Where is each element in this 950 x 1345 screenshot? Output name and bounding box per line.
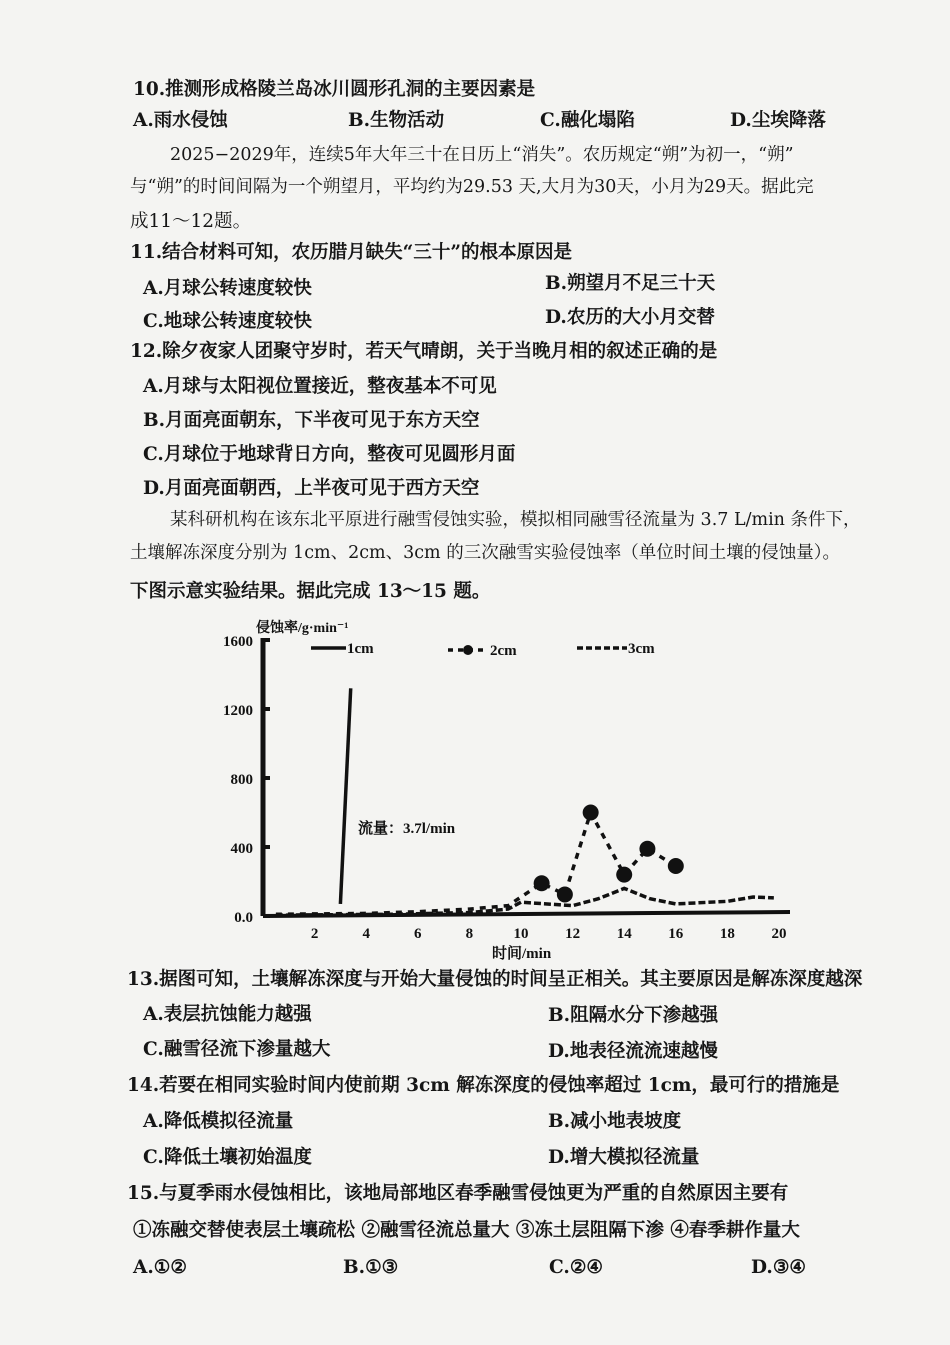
series-marker-2cm <box>583 805 599 821</box>
q14-option-d: D.增大模拟径流量 <box>548 1147 700 1168</box>
y-tick-label: 1600 <box>223 634 253 650</box>
material2-line2: 土壤解冻深度分别为 1cm、2cm、3cm 的三次融雪实验侵蚀率（单位时间土壤的侵蚀量）。 <box>130 543 840 563</box>
q15-option-a: A.①② <box>133 1257 187 1278</box>
q14-option-a: A.降低模拟径流量 <box>143 1111 294 1132</box>
q11-option-b: B.朔望月不足三十天 <box>545 273 716 294</box>
y-axis-label: 侵蚀率/g·min⁻¹ <box>256 621 349 636</box>
series-marker-2cm <box>639 841 655 857</box>
x-tick-label: 4 <box>362 926 370 942</box>
q15-items: ①冻融交替使表层土壤疏松 ②融雪径流总量大 ③冻土层阻隔下渗 ④春季耕作量大 <box>133 1220 800 1241</box>
material1-line3: 成11～12题。 <box>130 211 252 232</box>
q15-option-d: D.③④ <box>751 1257 806 1278</box>
series-marker-2cm <box>557 886 573 902</box>
x-tick-label: 12 <box>565 926 581 942</box>
x-tick-label: 20 <box>771 926 787 942</box>
series-marker-2cm <box>534 875 550 891</box>
material1-line2: 与“朔”的时间间隔为一个朔望月，平均约为29.53 天,大月为30天，小月为29天。据此完 <box>130 177 814 197</box>
x-tick-label: 6 <box>414 926 422 942</box>
q13-option-b: B.阻隔水分下渗越强 <box>548 1005 719 1026</box>
q13-stem: 13.据图可知，土壤解冻深度与开始大量侵蚀的时间呈正相关。其主要原因是解冻深度越深 <box>127 969 863 990</box>
q14-option-b: B.减小地表坡度 <box>548 1111 682 1132</box>
q12-stem: 12.除夕夜家人团聚守岁时，若天气晴朗，关于当晚月相的叙述正确的是 <box>130 341 718 362</box>
q11-stem: 11.结合材料可知，农历腊月缺失“三十”的根本原因是 <box>130 242 572 263</box>
x-tick-label: 16 <box>668 926 684 942</box>
y-tick-label: 1200 <box>223 703 253 719</box>
q14-stem: 14.若要在相同实验时间内使前期 3cm 解冻深度的侵蚀率超过 1cm，最可行的措施是 <box>127 1075 840 1096</box>
y-tick-label: 400 <box>230 841 253 857</box>
y-tick-label: 0.0 <box>234 910 253 926</box>
q12-option-b: B.月面亮面朝东，下半夜可见于东方天空 <box>143 410 480 431</box>
q11-option-a: A.月球公转速度较快 <box>143 278 312 299</box>
series-line-1cm <box>340 688 350 904</box>
q10-stem: 10.推测形成格陵兰岛冰川圆形孔洞的主要因素是 <box>133 79 536 100</box>
q11-option-d: D.农历的大小月交替 <box>545 307 715 328</box>
flow-annotation: 流量：3.7l/min <box>358 821 456 837</box>
q10-option-b: B.生物活动 <box>348 110 445 131</box>
series-marker-2cm <box>616 867 632 883</box>
legend-label-1cm: 1cm <box>347 641 374 657</box>
q12-option-a: A.月球与太阳视位置接近，整夜基本不可见 <box>143 376 497 397</box>
q15-option-b: B.①③ <box>343 1257 399 1278</box>
x-tick-label: 2 <box>310 926 319 942</box>
q14-option-c: C.降低土壤初始温度 <box>143 1147 312 1168</box>
series-marker-2cm <box>668 858 684 874</box>
q15-stem: 15.与夏季雨水侵蚀相比，该地局部地区春季融雪侵蚀更为严重的自然原因主要有 <box>127 1183 789 1204</box>
material2-line1: 某科研机构在该东北平原进行融雪侵蚀实验，模拟相同融雪径流量为 3.7 L/min 条件下， <box>170 510 861 530</box>
x-tick-label: 10 <box>513 926 529 942</box>
material1-line1: 2025−2029年，连续5年大年三十在日历上“消失”。农历规定“朔”为初一，“朔” <box>170 145 794 165</box>
q10-option-d: D.尘埃降落 <box>730 110 826 131</box>
legend-label-3cm: 3cm <box>628 641 655 657</box>
q15-option-c: C.②④ <box>549 1257 604 1278</box>
x-tick-label: 8 <box>465 926 474 942</box>
q12-option-d: D.月面亮面朝西，上半夜可见于西方天空 <box>143 478 480 499</box>
x-tick-label: 14 <box>616 926 632 942</box>
material2-line3: 下图示意实验结果。据此完成 13～15 题。 <box>130 581 491 602</box>
q11-option-c: C.地球公转速度较快 <box>143 311 312 332</box>
x-tick-label: 18 <box>719 926 735 942</box>
series-line-2cm <box>276 813 676 915</box>
q10-option-a: A.雨水侵蚀 <box>133 110 228 131</box>
q12-option-c: C.月球位于地球背日方向，整夜可见圆形月面 <box>143 444 516 465</box>
q10-option-c: C.融化塌陷 <box>540 110 635 131</box>
x-axis-label: 时间/min <box>492 946 552 962</box>
y-tick-label: 800 <box>230 772 253 788</box>
legend-label-2cm: 2cm <box>490 643 517 659</box>
q13-option-a: A.表层抗蚀能力越强 <box>143 1004 312 1025</box>
q13-option-d: D.地表径流流速越慢 <box>548 1041 718 1062</box>
legend-marker-2cm <box>463 645 473 655</box>
q13-option-c: C.融雪径流下渗量越大 <box>143 1039 331 1060</box>
